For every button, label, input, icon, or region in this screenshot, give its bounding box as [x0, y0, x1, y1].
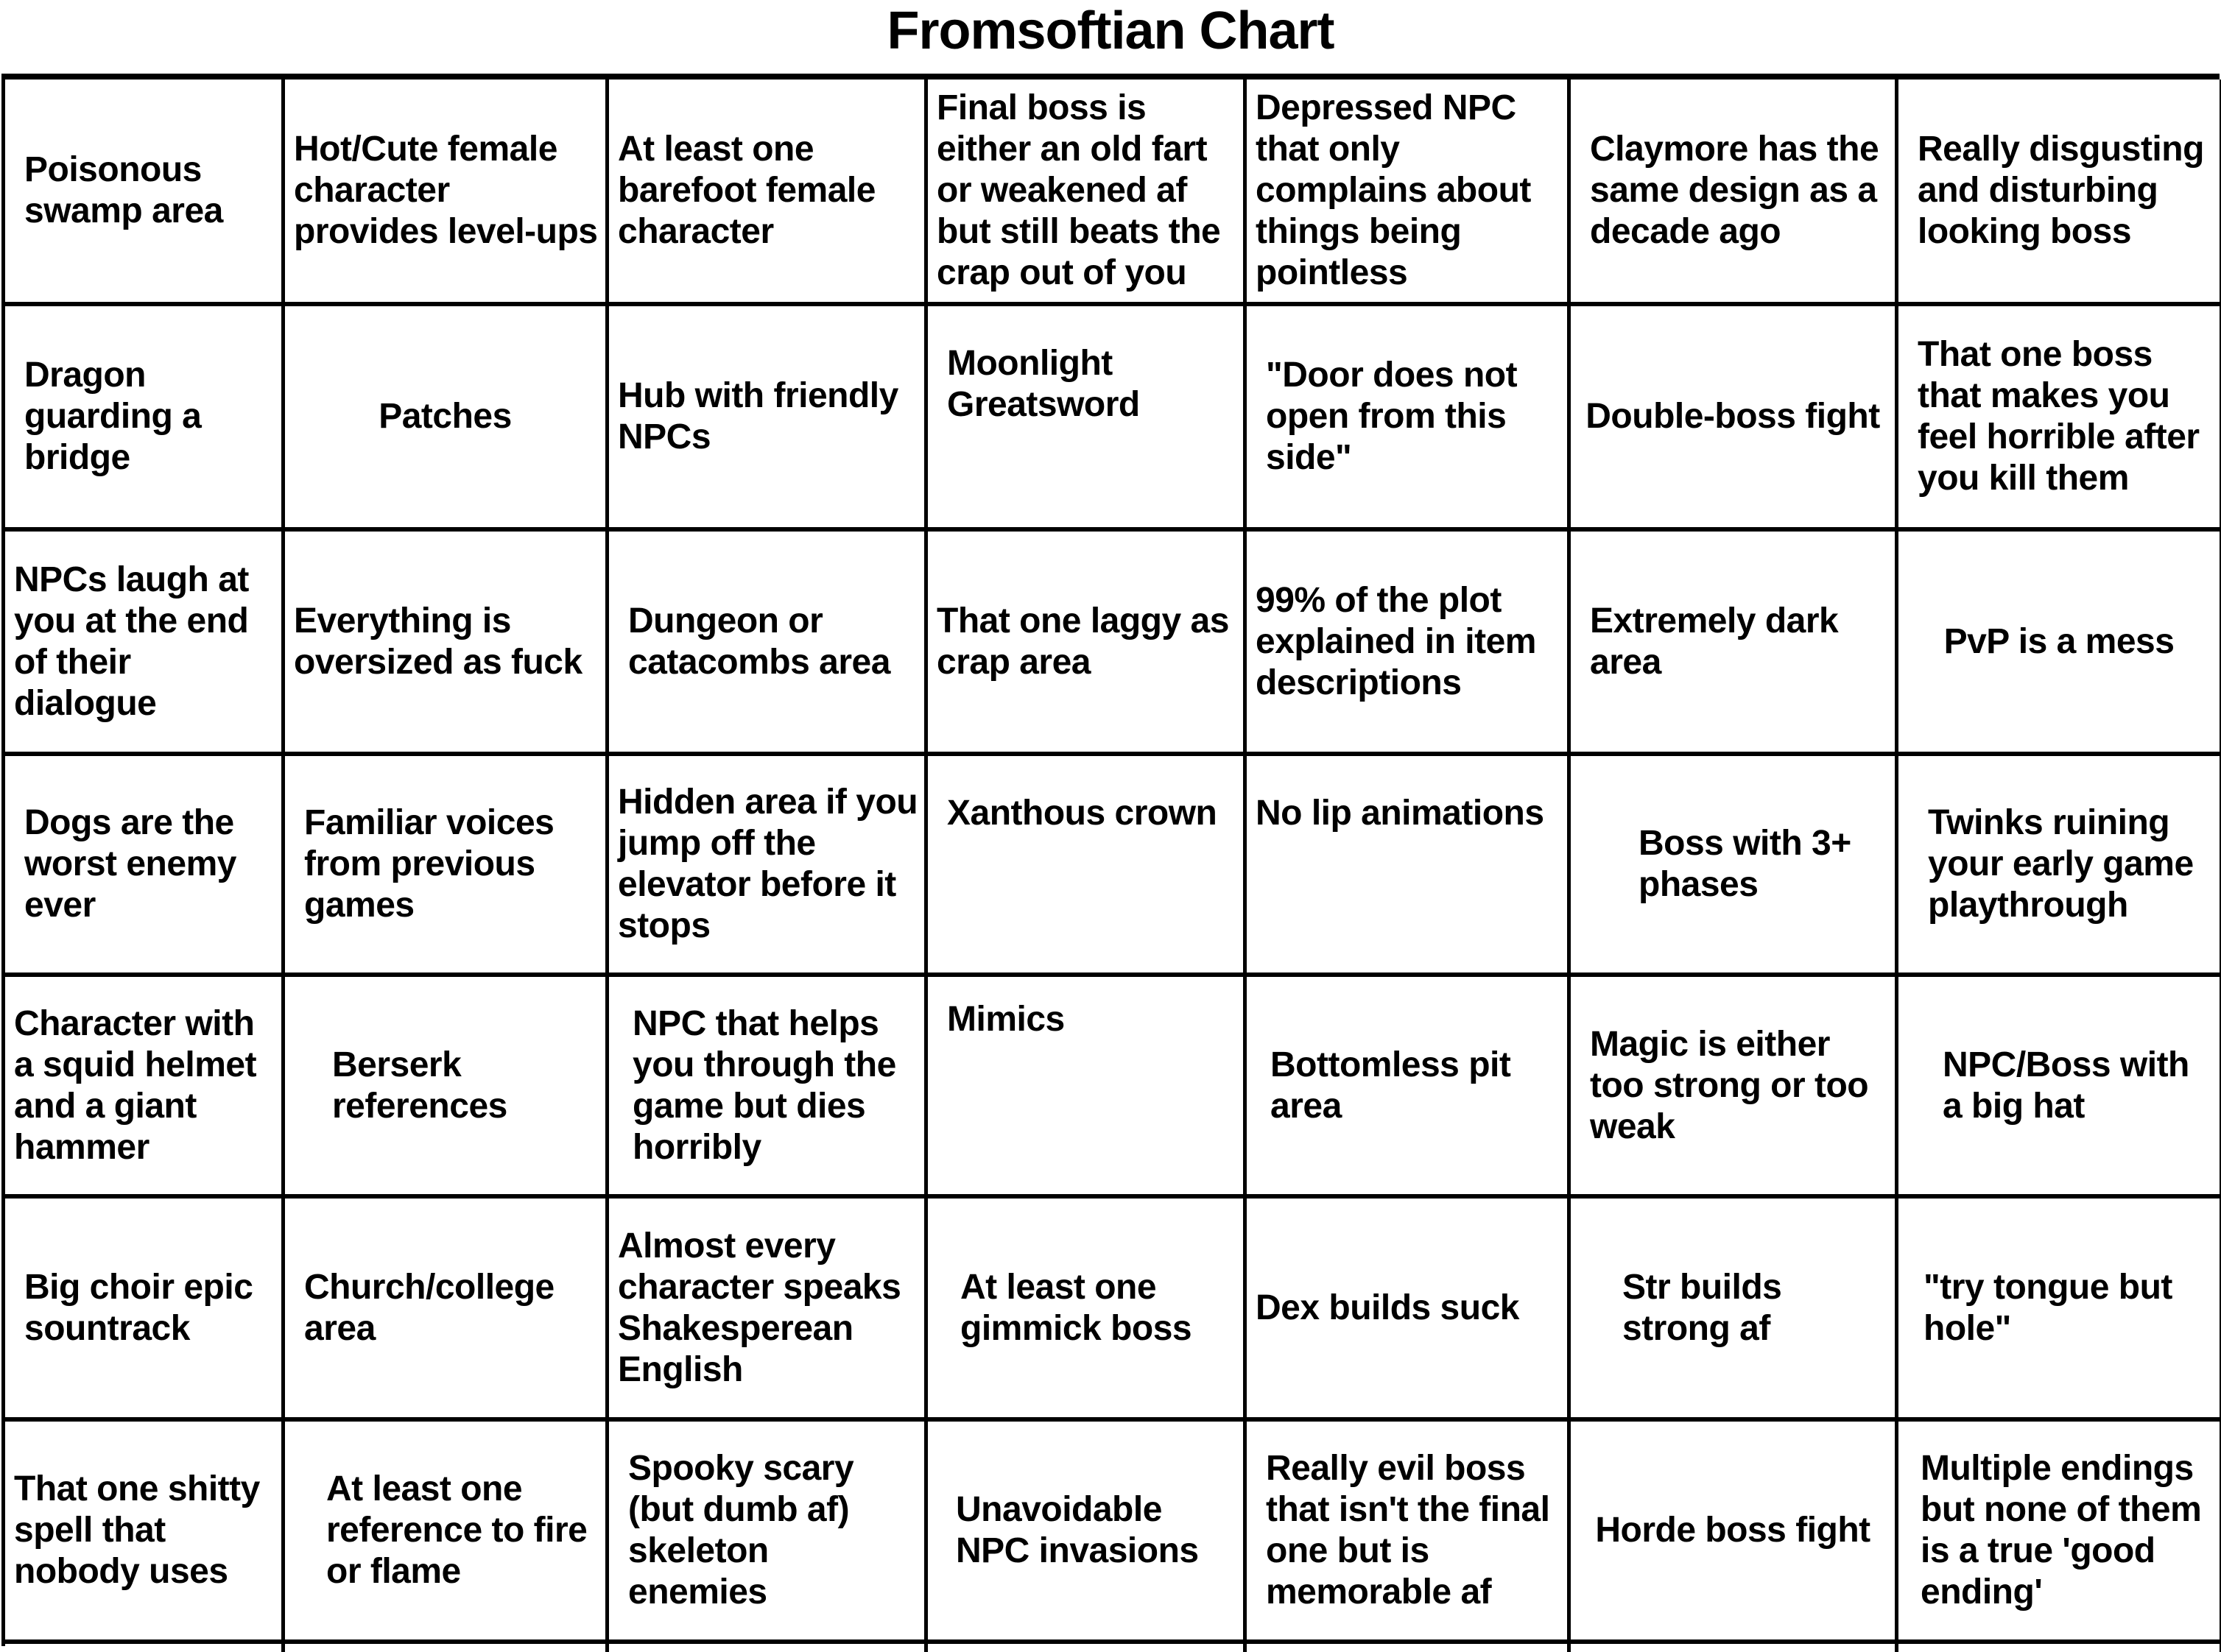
grid-cell: [928, 80, 1247, 306]
grid-cell: [928, 306, 1247, 532]
cell-text: Mimics: [947, 1000, 1065, 1039]
cell-text: Poisonous swamp area: [24, 150, 223, 230]
cell-text: Church/college area: [304, 1267, 555, 1348]
grid-cell: [5, 1422, 285, 1644]
cell-text: NPCs laugh at you at the end of their dialogue: [14, 560, 249, 723]
cell-text: Berserk references: [332, 1045, 507, 1126]
grid-cell: [1898, 756, 2221, 977]
grid-stub: [1247, 1644, 1571, 1652]
grid-cell: [1247, 1199, 1571, 1422]
grid-cell: [1898, 1422, 2221, 1644]
grid-stub: [5, 1644, 285, 1652]
grid-cell: [1571, 756, 1898, 977]
cell-text: That one laggy as crap area: [937, 601, 1229, 682]
grid-cell: [1571, 977, 1898, 1199]
grid-cell: [609, 306, 928, 532]
cell-text: At least one gimmick boss: [960, 1267, 1192, 1348]
cell-text: Spooky scary (but dumb af) skeleton enemies: [628, 1449, 854, 1612]
cell-text: Depressed NPC that only complains about things being pointless: [1256, 88, 1531, 292]
grid-cell: [928, 532, 1247, 756]
grid-cell: [285, 756, 609, 977]
cell-text: Magic is either too strong or too weak: [1590, 1024, 1869, 1146]
grid-cell: [5, 80, 285, 306]
cell-text: Xanthous crown: [947, 794, 1217, 833]
cell-text: Hot/Cute female character provides level-ups: [294, 130, 598, 251]
grid-cell: [1571, 1199, 1898, 1422]
grid-cell: [285, 80, 609, 306]
cell-text: No lip animations: [1256, 794, 1544, 833]
cell-text: NPC/Boss with a big hat: [1943, 1045, 2189, 1126]
grid-cell: [1571, 306, 1898, 532]
cell-text: Dogs are the worst enemy ever: [24, 803, 236, 925]
grid-stub: [928, 1644, 1247, 1652]
grid-cell: [1247, 977, 1571, 1199]
cell-text: Dragon guarding a bridge: [24, 356, 202, 477]
cell-text: Dungeon or catacombs area: [628, 601, 890, 682]
grid-cell: [609, 1199, 928, 1422]
chart-title: Fromsoftian Chart: [887, 1, 1334, 60]
grid-stub: [1571, 1644, 1898, 1652]
grid-cell: [1247, 80, 1571, 306]
cell-text: At least one reference to fire or flame: [326, 1469, 588, 1591]
grid-stub: [609, 1644, 928, 1652]
cell-text: Really evil boss that isn't the final one but is memorable af: [1266, 1449, 1550, 1612]
grid-cell: [285, 1422, 609, 1644]
grid-cell: [5, 756, 285, 977]
grid-cell: [285, 532, 609, 756]
cell-text: Horde boss fight: [1595, 1511, 1870, 1550]
grid-cell: [1247, 532, 1571, 756]
cell-text: Bottomless pit area: [1270, 1045, 1511, 1126]
grid-cell: [285, 306, 609, 532]
cell-text: Really disgusting and disturbing looking boss: [1918, 130, 2204, 251]
cell-text: Twinks ruining your early game playthrough: [1928, 803, 2194, 925]
cell-text: Boss with 3+ phases: [1639, 824, 1851, 904]
grid-cell: [609, 80, 928, 306]
cell-text: Patches: [379, 397, 512, 436]
grid-cell: [928, 1422, 1247, 1644]
cell-text: That one boss that makes you feel horrible after you kill them: [1918, 335, 2200, 498]
grid-cell: [928, 977, 1247, 1199]
cell-text: "Door does not open from this side": [1266, 356, 1518, 477]
grid-cell: [609, 1422, 928, 1644]
cell-text: Character with a squid helmet and a giant hammer: [14, 1003, 257, 1167]
cell-text: "try tongue but hole": [1923, 1267, 2172, 1348]
grid-cell: [5, 1199, 285, 1422]
cell-text: Extremely dark area: [1590, 601, 1839, 682]
grid-cell: [1898, 1199, 2221, 1422]
cell-text: Dex builds suck: [1256, 1288, 1519, 1327]
grid-cell: [1571, 1422, 1898, 1644]
cell-text: Multiple endings but none of them is a true 'good ending': [1921, 1449, 2202, 1612]
grid-cell: [1898, 532, 2221, 756]
grid-cell: [285, 1199, 609, 1422]
cell-text: Str builds strong af: [1622, 1267, 1782, 1348]
grid-cell: [609, 977, 928, 1199]
cell-text: Everything is oversized as fuck: [294, 601, 582, 682]
cell-text: At least one barefoot female character: [618, 130, 876, 251]
grid-cell: [609, 532, 928, 756]
cell-text: Claymore has the same design as a decade ago: [1590, 130, 1879, 251]
grid-cell: [1571, 80, 1898, 306]
grid-cell: [1898, 977, 2221, 1199]
grid-cell: [285, 977, 609, 1199]
grid-cell: [5, 306, 285, 532]
grid-cell: [1571, 532, 1898, 756]
grid-stub: [285, 1644, 609, 1652]
cell-text: Familiar voices from previous games: [304, 803, 555, 925]
cell-text: That one shitty spell that nobody uses: [14, 1469, 260, 1591]
cell-text: Big choir epic sountrack: [24, 1267, 253, 1348]
grid-cell: [1247, 1422, 1571, 1644]
grid-cell: [1898, 80, 2221, 306]
grid-cell: [5, 532, 285, 756]
grid-cell: [5, 977, 285, 1199]
grid-cell: [1247, 756, 1571, 977]
grid-cell: [1247, 306, 1571, 532]
grid-cell: [609, 756, 928, 977]
grid-cell: [928, 1199, 1247, 1422]
cell-text: PvP is a mess: [1943, 621, 2175, 661]
bingo-grid: [1, 74, 2220, 1646]
grid-cell: [928, 756, 1247, 977]
grid-cell: [1898, 306, 2221, 532]
grid-stub: [1898, 1644, 2221, 1652]
cell-text: 99% of the plot explained in item descriptions: [1256, 580, 1536, 702]
cell-text: Hub with friendly NPCs: [618, 376, 898, 456]
cell-text: Double-boss fight: [1585, 397, 1880, 436]
cell-text: Almost every character speaks Shakesperean English: [618, 1226, 901, 1389]
cell-text: Unavoidable NPC invasions: [956, 1490, 1199, 1570]
cell-text: Hidden area if you jump off the elevator before it stops: [618, 783, 918, 945]
cell-text: NPC that helps you through the game but dies horribly: [633, 1003, 896, 1167]
cell-text: Final boss is either an old fart or weakened af but still beats the crap out of you: [937, 88, 1221, 292]
cell-text: Moonlight Greatsword: [947, 344, 1140, 424]
